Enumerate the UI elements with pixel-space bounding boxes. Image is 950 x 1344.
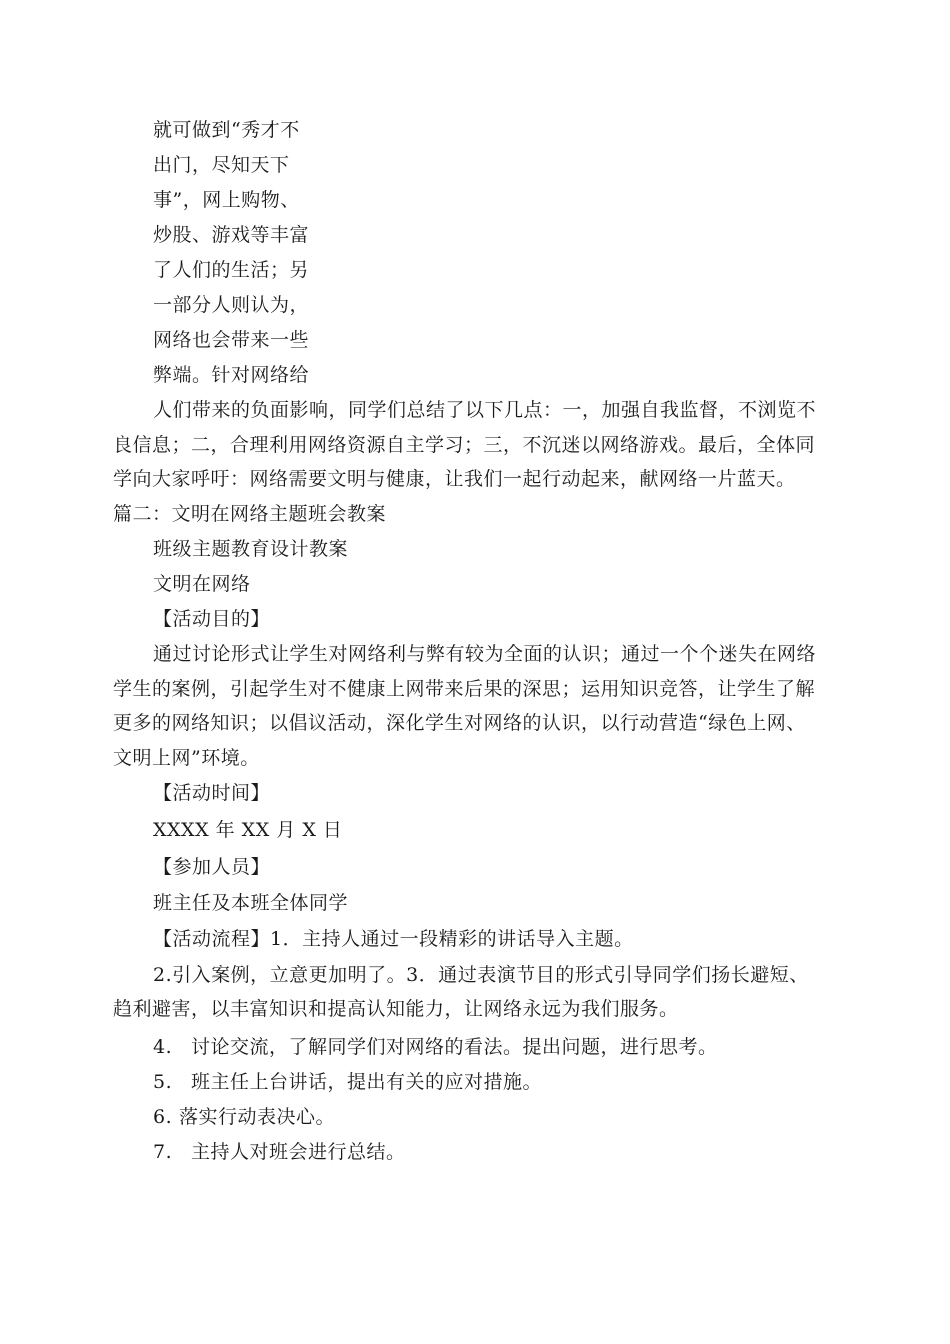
- goal-heading: 【活动目的】: [153, 608, 271, 630]
- paragraph-line: 学向大家呼吁：网络需要文明与健康，让我们一起行动起来，献网络一片蓝天。: [113, 468, 796, 490]
- goal-line: 文明上网”环境。: [113, 747, 260, 769]
- goal-line: 通过讨论形式让学生对网络利与弊有较为全面的认识；通过一个个迷失在网络: [153, 643, 817, 665]
- people-value: 班主任及本班全体同学: [153, 892, 349, 914]
- column-line: 网络也会带来一些: [153, 329, 310, 351]
- step-item: [153, 1140, 406, 1164]
- goal-line: 学生的案例，引起学生对不健康上网带来后果的深思；运用知识竞答，让学生了解: [113, 678, 816, 700]
- step-line: 趋利避害，以丰富知识和提高认知能力，让网络永远为我们服务。: [113, 998, 679, 1020]
- column-line: 出门，尽知天下: [153, 154, 290, 176]
- step-item: [153, 1070, 542, 1094]
- time-value: XXXX 年 XX 月 X 日: [153, 819, 343, 841]
- column-line: 事”，网上购物、: [153, 189, 300, 211]
- step-item: [153, 1105, 335, 1129]
- paragraph-line: 良信息；二，合理利用网络资源自主学习；三，不沉迷以网络游戏。最后，全体同: [113, 434, 816, 456]
- step-line: 2.引入案例，立意更加明了。3．通过表演节目的形式引导同学们扬长避短、: [153, 964, 809, 986]
- column-line: 了人们的生活；另: [153, 259, 310, 281]
- goal-line: 更多的网络知识；以倡议活动，深化学生对网络的认识，以行动营造“绿色上网、: [113, 712, 806, 734]
- time-heading: 【活动时间】: [153, 782, 271, 804]
- people-heading: 【参加人员】: [153, 856, 271, 878]
- step-number: 5.: [153, 1071, 173, 1093]
- step-item: [153, 1035, 718, 1059]
- section-title: 篇二：文明在网络主题班会教案: [113, 503, 387, 525]
- step-text: 主持人对班会进行总结。: [191, 1141, 406, 1163]
- process-line: 【活动流程】1．主持人通过一段精彩的讲话导入主题。: [153, 928, 634, 950]
- column-line: 弊端。针对网络给: [153, 364, 310, 386]
- step-number: 7.: [153, 1141, 173, 1163]
- column-line: 一部分人则认为，: [153, 294, 310, 316]
- step-number: 4.: [153, 1036, 173, 1058]
- column-line: 就可做到“秀才不: [153, 119, 300, 141]
- paragraph-line: 人们带来的负面影响，同学们总结了以下几点：一，加强自我监督，不浏览不: [153, 399, 817, 421]
- subtitle: 班级主题教育设计教案: [153, 538, 349, 560]
- step-text: 落实行动表决心。: [179, 1106, 336, 1128]
- step-number: 6.: [153, 1106, 173, 1128]
- step-text: 班主任上台讲话，提出有关的应对措施。: [191, 1071, 543, 1093]
- theme-title: 文明在网络: [153, 573, 251, 595]
- step-text: 讨论交流，了解同学们对网络的看法。提出问题，进行思考。: [191, 1036, 718, 1058]
- column-line: 炒股、游戏等丰富: [153, 224, 310, 246]
